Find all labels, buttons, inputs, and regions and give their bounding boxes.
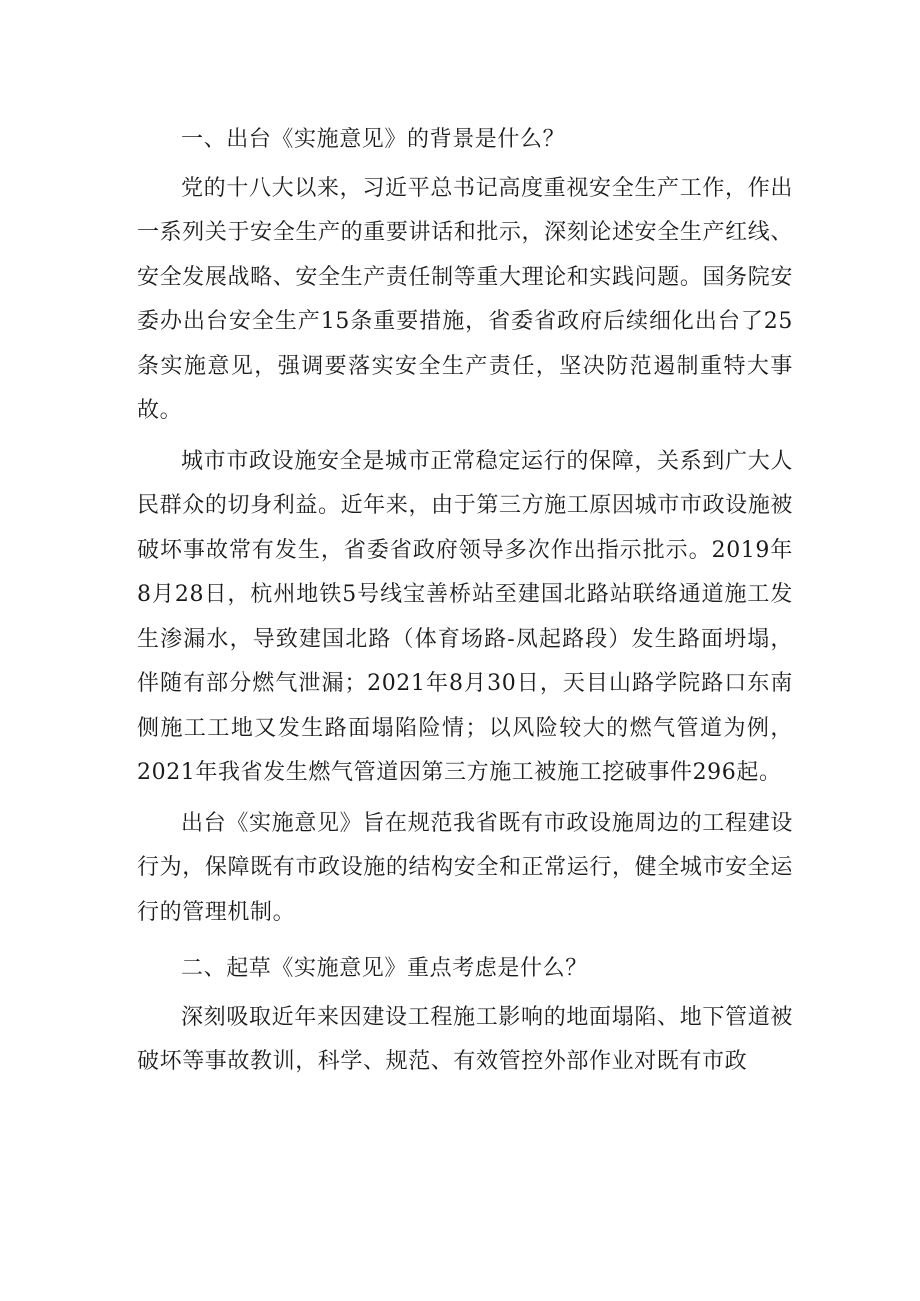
- paragraph-purpose: 出台《实施意见》旨在规范我省既有市政设施周边的工程建设行为，保障既有市政设施的结构安全和正常运行，健全城市安全运行的管理机制。: [137, 810, 793, 925]
- paragraph-municipal-incidents: 城市市政设施安全是城市正常稳定运行的保障，关系到广大人民群众的切身利益。近年来，由于第三方施工原因城市市政设施被破坏事故常有发生，省委省政府领导多次作出指示批示。2019年8月28日，杭州地铁5号线宝善桥站至建国北路站联络通道施工发生渗漏水，导致建国北路（体育场路-凤起路段）发生路面坍塌，伴随有部分燃气泄漏；2021年8月30日，天目山路学院路口东南侧施工工地又发生路面塌陷险情；以风险较大的燃气管道为例，2021年我省发生燃气管道因第三方施工被施工挖破事件296起。: [137, 448, 793, 785]
- section-heading-background: 一、出台《实施意见》的背景是什么？: [181, 127, 566, 152]
- document-body: [137, 112, 793, 1085]
- section-heading-considerations: 二、起草《实施意见》重点考虑是什么？: [181, 956, 588, 981]
- paragraph-lessons: 深刻吸取近年来因建设工程施工影响的地面塌陷、地下管道被破坏等事故教训，科学、规范、有效管控外部作业对既有市政: [137, 1004, 793, 1074]
- paragraph-safety-policy: 党的十八大以来，习近平总书记高度重视安全生产工作，作出一系列关于安全生产的重要讲话和批示，深刻论述安全生产红线、安全发展战略、安全生产责任制等重大理论和实践问题。国务院安委办出台安全生产15条重要措施，省委省政府后续细化出台了25条实施意见，强调要落实安全生产责任，坚决防范遏制重特大事故。: [137, 175, 793, 423]
